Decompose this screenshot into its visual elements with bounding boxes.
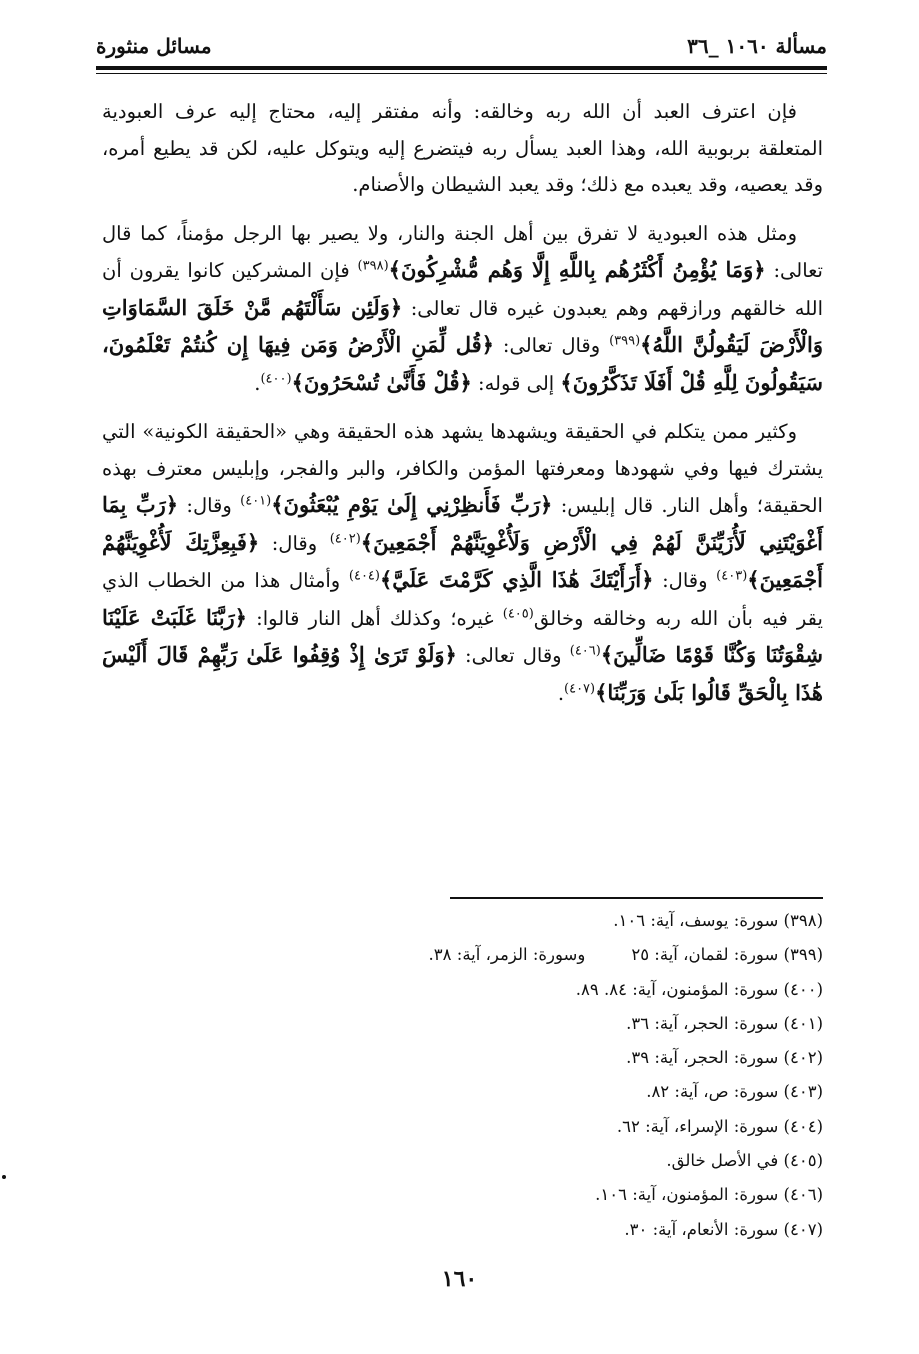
quran-verse: ﴿وَمَا يُؤْمِنُ أَكْثَرُهُم بِاللَّهِ إِلَّا وَهُم مُّشْرِكُونَ﴾ [388, 257, 766, 282]
footnote-item [300, 1110, 823, 1144]
footnote-reference[interactable]: (٤٠٠) [260, 371, 292, 386]
footnote-text: (٣٩٩) سورة: لقمان، آية: ٢٥ [631, 945, 823, 965]
running-title-issue: مسألة ١٠٦٠ _٣٦ [687, 34, 827, 58]
paragraph-3 [102, 414, 823, 712]
footnote-extra-text: وسورة: الزمر، آية: ٣٨. [428, 945, 586, 965]
text-run: . [254, 371, 261, 395]
text-run: غيره؛ وكذلك أهل النار قالوا: [246, 606, 503, 630]
header-rule-thin [96, 73, 827, 74]
quran-verse: ﴿فَبِعِزَّتِكَ لَأُغْوِيَنَّهُمْ أَجْمَعِينَ﴾ [102, 529, 823, 592]
footnote-reference[interactable]: (٤٠٣) [716, 568, 748, 584]
footnote-reference[interactable]: (٤٠١) [240, 493, 272, 509]
footnote-text: (٤٠٥) في الأصل خالق. [666, 1151, 823, 1171]
footnote-text: (٣٩٨) سورة: يوسف، آية: ١٠٦. [613, 911, 823, 930]
quran-verse: ﴿قُل لِّمَنِ الْأَرْضُ وَمَن فِيهَا إِن كُنتُمْ تَعْلَمُونَ، سَيَقُولُونَ لِلَّهِ قُلْ أَفَلَا تَذَكَّرُونَ﴾ [102, 332, 823, 395]
footnote-item [300, 1178, 823, 1212]
footnote-reference[interactable]: (٤٠٥) [502, 606, 534, 621]
footnote-reference[interactable]: (٤٠٤) [348, 568, 380, 584]
footnote-reference[interactable]: (٣٩٨) [357, 258, 389, 274]
quran-verse: ﴿وَلَوْ تَرَىٰ إِذْ وُقِفُوا عَلَىٰ رَبِّهِمْ قَالَ أَلَيْسَ هَٰذَا بِالْحَقِّ قَالُوا بَلَىٰ وَرَبِّنَا﴾ [102, 642, 823, 705]
main-text [102, 94, 823, 724]
footnote-reference[interactable]: (٤٠٢) [329, 531, 361, 546]
footnote-item [300, 938, 823, 972]
footnote-text: (٤٠٠) سورة: المؤمنون، آية: ٨٤. ٨٩. [575, 979, 823, 999]
header-rule-thick [96, 66, 827, 70]
footnote-item [300, 1213, 823, 1247]
page-number: ١٦٠ [441, 1266, 478, 1292]
quran-verse: ﴿وَلَئِن سَأَلْتَهُم مَّنْ خَلَقَ السَّمَاوَاتِ وَالْأَرْضَ لَيَقُولُنَّ اللَّهُ﴾ [102, 294, 824, 357]
text-run: وكثير ممن يتكلم في الحقيقة ويشهدها يشهد هذه الحقيقة وهي «الحقيقة الكونية» التي يشترك فيها وفي شهودها ومعرفتها المؤمن والكافر، والبر والفجر، وإبليس معترف بهذه الحقيقة؛ وأهل النار. قال إبليس: [102, 420, 823, 517]
footnote-item [300, 973, 823, 1007]
text-run: ومثل هذه العبودية لا تفرق بين أهل الجنة والنار، ولا يصير بها الرجل مؤمناً، كما قال تعالى: [102, 221, 823, 282]
text-run: وقال تعالى: [456, 644, 570, 667]
footnote-reference[interactable]: (٤٠٦) [569, 643, 601, 659]
text-run: وقال: [178, 494, 241, 517]
footnote-text: (٤٠٦) سورة: المؤمنون، آية: ١٠٦. [595, 1185, 823, 1205]
footnote-text: (٤٠١) سورة: الحجر، آية: ٣٦. [626, 1013, 823, 1033]
footnote-item [300, 1075, 823, 1109]
paragraph-2 [102, 216, 823, 403]
text-run: وأمثال هذا من الخطاب الذي يقر فيه بأن الله ربه وخالقه وخالق [102, 569, 823, 630]
footnote-text: (٤٠٧) سورة: الأنعام، آية: ٣٠. [624, 1219, 823, 1239]
running-title-book: مسائل منثورة [96, 34, 212, 58]
footnote-separator [450, 897, 823, 899]
text-run: . [557, 681, 565, 705]
footnote-text: (٤٠٣) سورة: ص، آية: ٨٢. [646, 1082, 823, 1102]
quran-verse: ﴿رَبِّ فَأَنظِرْنِي إِلَىٰ يَوْمِ يُبْعَثُونَ﴾ [271, 492, 553, 517]
footnote-text: (٤٠٤) سورة: الإسراء، آية: ٦٢. [616, 1116, 823, 1136]
quran-verse: ﴿رَبَّنَا غَلَبَتْ عَلَيْنَا شِقْوَتُنَا وَكُنَّا قَوْمًا ضَالِّينَ﴾ [102, 604, 824, 667]
footnote-item [300, 1007, 823, 1041]
quran-verse: ﴿رَبِّ بِمَا أَغْوَيْتَنِي لَأُزَيِّنَنَّ لَهُمْ فِي الْأَرْضِ وَلَأُغْوِيَنَّهُمْ أَجْمَعِينَ﴾ [102, 492, 823, 555]
page-header [96, 34, 827, 70]
text-run: إلى قوله: [471, 371, 561, 395]
scan-speck [2, 1175, 6, 1179]
footnote-item [300, 904, 823, 938]
footnotes-list [300, 904, 823, 1247]
quran-verse: ﴿أَرَأَيْتَكَ هَٰذَا الَّذِي كَرَّمْتَ عَلَيَّ﴾ [380, 567, 654, 592]
text-run: وقال: [653, 569, 717, 592]
text-run: فإن المشركين كانوا يقرون أن الله خالقهم ورازقهم وهم يعبدون غيره قال تعالى: [102, 259, 823, 320]
footnote-reference[interactable]: (٣٩٩) [609, 333, 641, 349]
footnote-item [300, 1041, 823, 1075]
paragraph-1: فإن اعترف العبد أن الله ربه وخالقه: وأنه مفتقر إليه، محتاج إليه عرف العبودية المتعلقة بربوبية الله، وهذا العبد يسأل ربه فيتضرع إليه ويتوكل عليه، لكن قد يطيع أمره، وقد يعصيه، وقد يعبده مع ذلك؛ وقد يعبد الشيطان والأصنام. [102, 100, 823, 196]
footnote-text: (٤٠٢) سورة: الحجر، آية: ٣٩. [626, 1048, 823, 1068]
footnote-item [300, 1144, 823, 1178]
quran-verse: ﴿قُلْ فَأَنَّىٰ تُسْحَرُونَ﴾ [291, 369, 472, 395]
text-run: وقال تعالى: [494, 334, 610, 357]
text-run: وقال: [259, 531, 330, 555]
footnote-reference[interactable]: (٤٠٧) [564, 681, 596, 696]
